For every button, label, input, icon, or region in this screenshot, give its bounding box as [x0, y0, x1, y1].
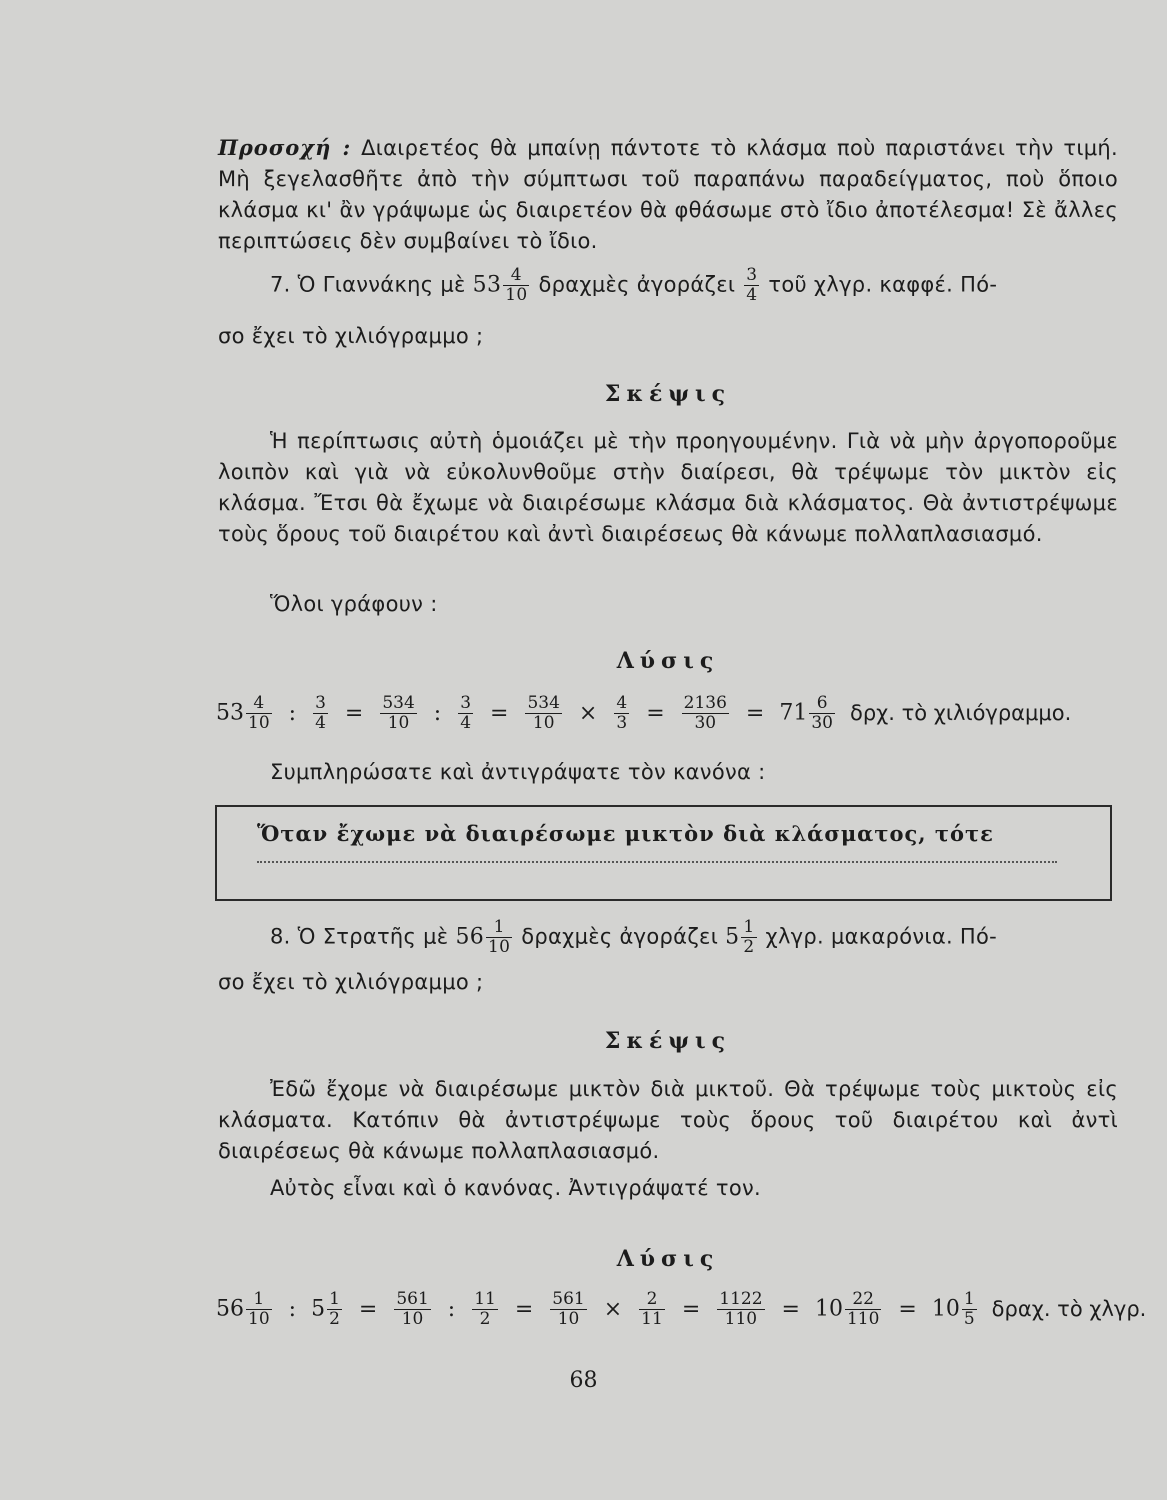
- rule-8-line: Αὐτὸς εἶναι καὶ ὁ κανόνας. Ἀντιγράψατέ τον.: [270, 1176, 761, 1200]
- complete-rule-line: Συμπληρώσατε καὶ ἀντιγράψατε τὸν κανόνα :: [270, 760, 766, 784]
- attention-text: Διαιρετέος θὰ μπαίνῃ πάντοτε τὸ κλάσμα ποὺ παριστάνει τὴν τιμή. Μὴ ξεγελασθῆτε ἀπὸ τὴν σύμπτωσι τοῦ παραπάνω παραδείγματος, ποὺ ὅποιο κλάσμα κι' ἂν γράψωμε ὡς διαιρετέον θὰ φθάσωμε στὸ ἴδιο ἀποτέλεσμα! Σὲ ἄλλες περιπτώσεις δὲν συμβαίνει τὸ ἴδιο.: [218, 136, 1118, 253]
- problem-8-line-2: σο ἔχει τὸ χιλιόγραμμο ;: [218, 970, 484, 994]
- problem-7-suffix: τοῦ χλγρ. καφφέ. Πό-: [768, 272, 998, 297]
- heading-skepsis-1: Σκέψις: [604, 381, 732, 407]
- rule-box-blank[interactable]: [257, 861, 1057, 863]
- heading-lysis-2: Λύσις: [616, 1246, 720, 1272]
- problem-7-line-1: [270, 266, 997, 305]
- problem-8-line-1: 8. Ὁ Στρατῆς μὲ 56 $\frac{1}{10}$ δραχμὲς ἀγοράζει 5 $\frac{1}{2}$ χλγρ. μακαρόνια. Πό-: [270, 917, 998, 957]
- problem-7-frac-2: $\frac{3}{4}$: [746, 265, 758, 305]
- problem-7-whole: 53: [472, 272, 502, 298]
- all-write-line: Ὅλοι γράφουν :: [270, 592, 438, 616]
- rule-box[interactable]: [215, 805, 1112, 901]
- problem-7-frac-1: $\frac{4}{10}$: [505, 265, 528, 305]
- rule-box-text: Ὅταν ἔχωμε νὰ διαιρέσωμε μικτὸν διὰ κλάσματος, τότε: [257, 821, 994, 846]
- problem-7-prefix: 7. Ὁ Γιαννάκης μὲ: [270, 272, 466, 297]
- heading-skepsis-2: Σκέψις: [604, 1028, 732, 1054]
- thought-7-paragraph: Ἡ περίπτωσις αὐτὴ ὁμοιάζει μὲ τὴν προηγουμένην. Γιὰ νὰ μὴν ἀργοποροῦμε λοιπὸν καὶ γιὰ νὰ εὐκολυνθοῦμε στὴν διαίρεσι, θὰ τρέψωμε τὸν μικτὸν εἰς κλάσμα. Ἔτσι θὰ ἔχωμε νὰ διαιρέσωμε κλάσμα διὰ κλάσματος. Θὰ ἀντιστρέψωμε τοὺς ὅρους τοῦ διαιρέτου καὶ ἀντὶ διαιρέσεως θὰ κάνωμε πολλαπλασιασμό.: [218, 429, 1118, 546]
- solution-7-equation: 53 $\frac{4}{10}$ : $\frac{3}{4}$ = $\frac{534}{10}$ : $\frac{3}{4}$ = $\frac{534}{10}$ × $\frac{4}{3}$ = $\frac{2136}{30}$ = 71 $\frac{6}{30}$ δρχ. τὸ χιλιόγραμμο.: [216, 693, 1072, 733]
- solution-8-equation: 56 $\frac{1}{10}$ : 5 $\frac{1}{2}$ = $\frac{561}{10}$ : $\frac{11}{2}$ = $\frac{561}{10}$ × $\frac{2}{11}$ = $\frac{1122}{110}$ = 10 $\frac{22}{110}$ = 10 $\frac{1}{5}$ δραχ. τὸ χλγρ.: [216, 1289, 1147, 1329]
- problem-7-mid: δραχμὲς ἀγοράζει: [538, 272, 736, 297]
- attention-paragraph: [218, 132, 1118, 257]
- thought-8-paragraph: Ἐδῶ ἔχομε νὰ διαιρέσωμε μικτὸν διὰ μικτοῦ. Θὰ τρέψωμε τοὺς μικτοὺς εἰς κλάσματα. Κατόπιν θὰ ἀντιστρέψωμε τοὺς ὅρους τοῦ διαιρέτου καὶ ἀντὶ διαιρέσεως θὰ κάνωμε πολλαπλασιασμό.: [218, 1077, 1118, 1163]
- attention-label: Προσοχή :: [218, 135, 352, 160]
- heading-lysis-1: Λύσις: [616, 648, 720, 674]
- page-number: 68: [569, 1368, 598, 1393]
- problem-7-line-2: σο ἔχει τὸ χιλιόγραμμο ;: [218, 324, 484, 348]
